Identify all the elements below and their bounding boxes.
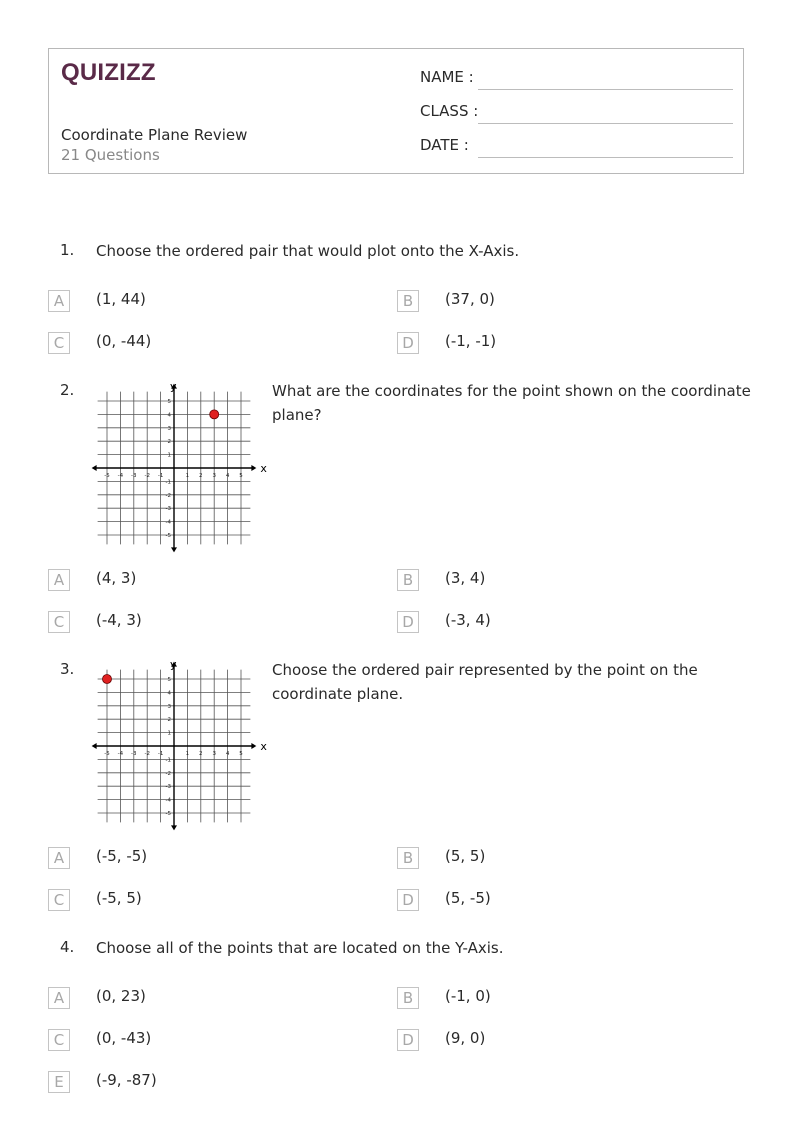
option-text: (-5, 5): [96, 889, 142, 907]
y-tick-label: 1: [167, 452, 171, 459]
y-axis-label: y: [170, 380, 177, 393]
x-tick-label: 3: [212, 751, 216, 757]
option-text: (-4, 3): [96, 611, 142, 629]
arrowhead: [92, 743, 97, 749]
class-label: CLASS :: [420, 102, 479, 120]
coordinate-plane-graph: [96, 380, 267, 545]
option-text: (0, -44): [96, 332, 152, 350]
worksheet-header: [48, 48, 744, 174]
option-text: (0, 23): [96, 987, 146, 1005]
option-text: (-1, -1): [445, 332, 497, 350]
x-tick-label: -1: [157, 751, 164, 757]
x-tick-label: -4: [117, 473, 124, 479]
y-tick-label: 4: [167, 412, 171, 419]
option-letter[interactable]: D: [397, 889, 419, 911]
y-tick-label: -4: [165, 519, 171, 526]
arrowhead: [251, 465, 256, 471]
coordinate-plane-graph: [96, 658, 267, 823]
x-axis-label: x: [260, 462, 267, 475]
x-tick-label: -3: [131, 751, 137, 757]
plotted-point: [210, 410, 219, 419]
option-letter[interactable]: B: [397, 847, 419, 869]
option-text: (-9, -87): [96, 1071, 157, 1089]
name-line[interactable]: [478, 89, 733, 90]
y-tick-label: -5: [165, 533, 171, 539]
x-tick-label: -2: [144, 473, 150, 479]
option-letter[interactable]: C: [48, 332, 70, 354]
option-letter[interactable]: C: [48, 1029, 70, 1051]
option-letter[interactable]: C: [48, 889, 70, 911]
option-text: (4, 3): [96, 569, 137, 587]
y-tick-label: 1: [167, 730, 171, 737]
class-line[interactable]: [478, 123, 733, 124]
x-axis-label: x: [260, 740, 267, 753]
option-letter[interactable]: B: [397, 290, 419, 312]
option-text: (1, 44): [96, 290, 146, 308]
y-tick-label: 2: [167, 717, 171, 724]
option-text: (-5, -5): [96, 847, 148, 865]
option-letter[interactable]: D: [397, 1029, 419, 1051]
y-tick-label: -1: [165, 757, 171, 764]
x-tick-label: 1: [185, 751, 190, 757]
x-tick-label: 5: [239, 751, 243, 757]
option-text: (3, 4): [445, 569, 486, 587]
y-tick-label: 3: [167, 425, 171, 432]
y-axis-label: y: [170, 658, 177, 671]
question-count: 21 Questions: [61, 146, 160, 164]
y-tick-label: -5: [165, 811, 171, 817]
option-letter[interactable]: B: [397, 569, 419, 591]
option-text: (-3, 4): [445, 611, 491, 629]
x-tick-label: 4: [225, 473, 230, 479]
option-letter[interactable]: B: [397, 987, 419, 1009]
question-text: What are the coordinates for the point shown on the coordinate plane?: [272, 382, 751, 424]
plotted-point: [103, 675, 112, 684]
y-tick-label: 4: [167, 690, 171, 697]
option-text: (-1, 0): [445, 987, 491, 1005]
y-tick-label: 5: [167, 677, 171, 683]
arrowhead: [171, 547, 177, 552]
x-tick-label: 2: [199, 751, 203, 757]
y-tick-label: -4: [165, 797, 171, 804]
question-text: Choose the ordered pair that would plot onto the X-Axis.: [96, 242, 520, 260]
y-tick-label: 2: [167, 439, 171, 446]
x-tick-label: -5: [104, 473, 110, 479]
option-letter[interactable]: A: [48, 290, 70, 312]
option-text: (0, -43): [96, 1029, 152, 1047]
y-tick-label: -3: [165, 506, 171, 513]
question-text: Choose the ordered pair represented by the point on the coordinate plane.: [272, 661, 698, 703]
x-tick-label: 4: [225, 751, 230, 757]
x-tick-label: 5: [239, 473, 243, 479]
option-letter[interactable]: D: [397, 611, 419, 633]
option-letter[interactable]: A: [48, 847, 70, 869]
date-label: DATE :: [420, 136, 469, 154]
x-tick-label: -1: [157, 473, 164, 479]
question-number: 4.: [60, 938, 75, 956]
option-text: (9, 0): [445, 1029, 486, 1047]
y-tick-label: 3: [167, 703, 171, 710]
question-number: 2.: [60, 381, 75, 399]
quizizz-logo: QUIZIZZ: [61, 59, 156, 86]
date-line[interactable]: [478, 157, 733, 158]
y-tick-label: -2: [165, 770, 171, 777]
arrowhead: [251, 743, 256, 749]
y-tick-label: -2: [165, 492, 171, 499]
option-text: (5, -5): [445, 889, 491, 907]
y-tick-label: -3: [165, 784, 171, 791]
x-tick-label: 1: [185, 473, 190, 479]
arrowhead: [171, 825, 177, 830]
y-tick-label: -1: [165, 479, 171, 486]
option-letter[interactable]: A: [48, 987, 70, 1009]
question-number: 3.: [60, 660, 75, 678]
x-tick-label: -2: [144, 751, 150, 757]
option-text: (37, 0): [445, 290, 495, 308]
arrowhead: [92, 465, 97, 471]
x-tick-label: -3: [131, 473, 137, 479]
option-letter[interactable]: C: [48, 611, 70, 633]
x-tick-label: 3: [212, 473, 216, 479]
question-text: Choose all of the points that are located on the Y-Axis.: [96, 939, 504, 957]
option-letter[interactable]: D: [397, 332, 419, 354]
name-label: NAME :: [420, 68, 474, 86]
option-letter[interactable]: A: [48, 569, 70, 591]
option-text: (5, 5): [445, 847, 486, 865]
y-tick-label: 5: [167, 399, 171, 405]
question-number: 1.: [60, 241, 75, 259]
option-letter[interactable]: E: [48, 1071, 70, 1093]
x-tick-label: -5: [104, 751, 110, 757]
x-tick-label: -4: [117, 751, 124, 757]
worksheet-title: Coordinate Plane Review: [61, 126, 248, 144]
x-tick-label: 2: [199, 473, 203, 479]
